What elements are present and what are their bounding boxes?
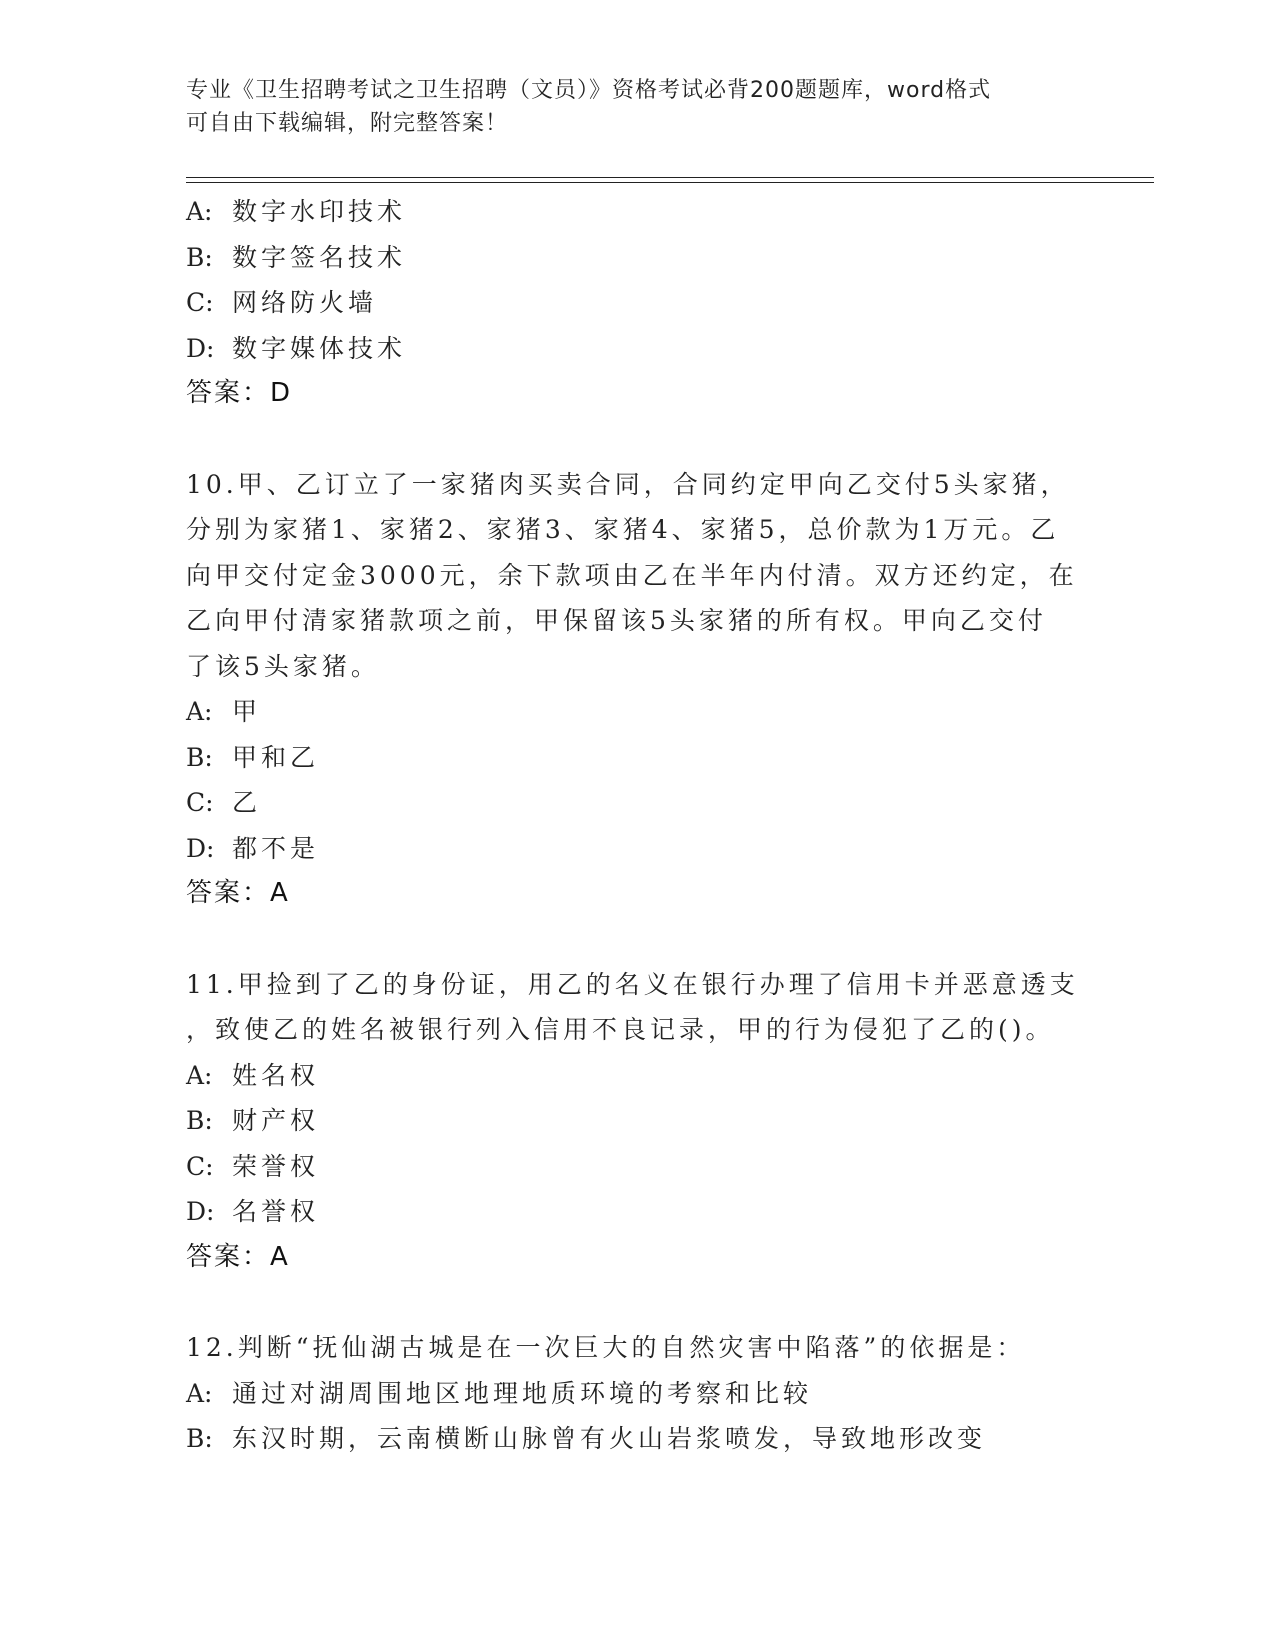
option-key: A:	[186, 697, 213, 726]
question-text-line: 乙向甲付清家猪款项之前，甲保留该5头家猪的所有权。甲向乙交付	[186, 606, 1047, 635]
option-key: C:	[186, 788, 214, 817]
document-header	[186, 74, 1066, 140]
option-a	[186, 1371, 1086, 1417]
question-text-line: 向甲交付定金3000元，余下款项由乙在半年内付清。双方还约定，在	[186, 560, 1078, 590]
spacer	[186, 417, 1086, 462]
question-10	[186, 462, 1086, 917]
question-11	[186, 962, 1086, 1281]
option-text: 甲	[232, 697, 262, 726]
question-text-line: 了该5头家猪。	[186, 651, 380, 681]
option-key: A:	[186, 1060, 213, 1090]
option-a	[186, 1053, 1086, 1099]
spacer	[186, 1280, 1086, 1325]
option-text: 姓名权	[232, 1060, 320, 1090]
option-key: A:	[186, 197, 213, 226]
question-text-line: 10.甲、乙订立了一家猪肉买卖合同，合同约定甲向乙交付5头家猪，	[186, 469, 1070, 499]
header-rule-bottom	[186, 182, 1154, 183]
question-9	[186, 189, 1086, 417]
option-c	[186, 780, 1086, 826]
option-key: B:	[186, 242, 213, 272]
spacer	[186, 917, 1086, 962]
option-text: 甲和乙	[232, 742, 320, 772]
option-key: B:	[186, 742, 213, 772]
option-text: 数字媒体技术	[232, 333, 407, 363]
option-d	[186, 1189, 1086, 1235]
answer: 答案：A	[186, 1241, 290, 1272]
question-content	[186, 189, 1086, 1462]
option-text: 网络防火墙	[232, 288, 378, 317]
option-b	[186, 1416, 1086, 1462]
option-d	[186, 826, 1086, 872]
question-text-line: 12.判断“抚仙湖古城是在一次巨大的自然灾害中陷落”的依据是：	[186, 1333, 1026, 1362]
option-key: A:	[186, 1378, 213, 1408]
option-b	[186, 735, 1086, 781]
option-text: 乙	[232, 788, 262, 817]
option-text: 数字签名技术	[232, 242, 407, 272]
option-d	[186, 326, 1086, 372]
header-rule-top	[186, 177, 1154, 178]
option-text: 数字水印技术	[232, 197, 407, 226]
option-text: 都不是	[232, 833, 320, 863]
header-line-1: 专业《卫生招聘考试之卫生招聘（文员）》资格考试必背200题题库，word格式	[186, 78, 992, 103]
option-a	[186, 689, 1086, 735]
option-key: D:	[186, 1197, 215, 1226]
option-b	[186, 1098, 1086, 1144]
option-text: 通过对湖周围地区地理地质环境的考察和比较	[232, 1378, 813, 1408]
option-text: 名誉权	[232, 1197, 320, 1226]
question-12	[186, 1325, 1086, 1462]
option-key: B:	[186, 1106, 213, 1135]
option-c	[186, 280, 1086, 326]
option-key: D:	[186, 333, 215, 363]
option-key: C:	[186, 288, 214, 317]
option-c	[186, 1144, 1086, 1190]
question-text-line: ，致使乙的姓名被银行列入信用不良记录，甲的行为侵犯了乙的()。	[186, 1015, 1055, 1044]
option-text: 荣誉权	[232, 1151, 320, 1181]
option-key: B:	[186, 1424, 213, 1453]
option-key: C:	[186, 1151, 214, 1181]
question-text-line: 11.甲捡到了乙的身份证，用乙的名义在银行办理了信用卡并恶意透支	[186, 969, 1079, 999]
answer: 答案：A	[186, 878, 290, 908]
header-line-2: 可自由下载编辑，附完整答案！	[186, 111, 509, 136]
answer: 答案：D	[186, 378, 293, 408]
question-text-line: 分别为家猪1、家猪2、家猪3、家猪4、家猪5，总价款为1万元。乙	[186, 515, 1060, 544]
option-key: D:	[186, 833, 215, 863]
option-a	[186, 189, 1086, 235]
option-text: 东汉时期，云南横断山脉曾有火山岩浆喷发，导致地形改变	[232, 1424, 987, 1453]
option-text: 财产权	[232, 1106, 320, 1135]
option-b	[186, 235, 1086, 281]
